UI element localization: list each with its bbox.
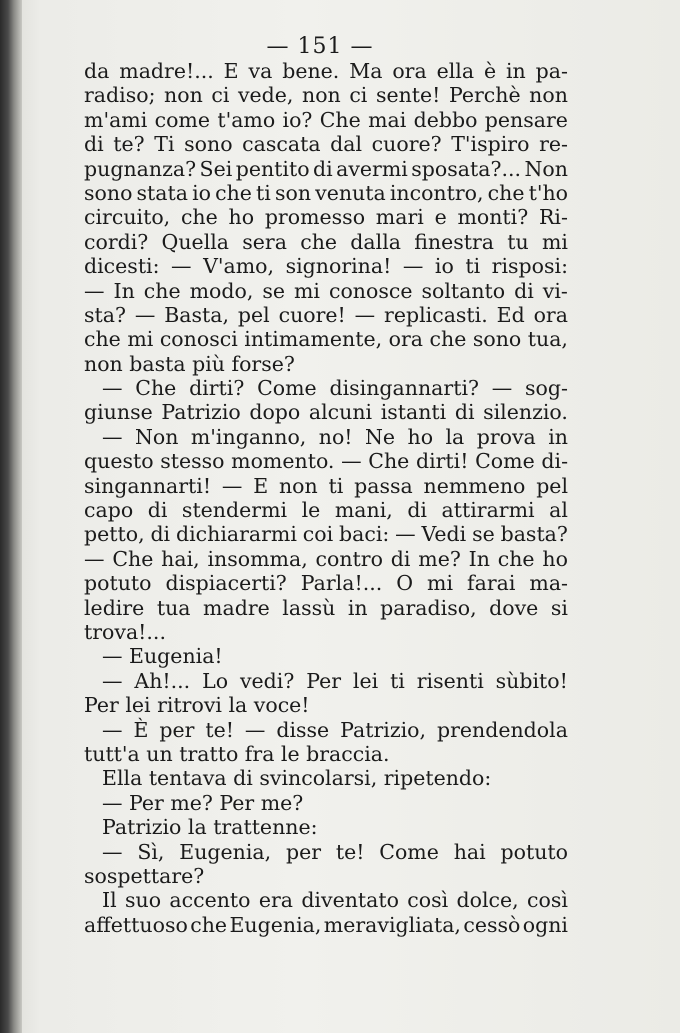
text-line: dicesti: — V'amo, signorina! — io ti risposi: — [84, 254, 568, 279]
text-line: radiso; non ci vede, non ci sente! Perchè non — [84, 83, 568, 108]
text-line: potuto dispiacerti? Parla!... O mi farai ma- — [84, 571, 568, 596]
text-line: circuito, che ho promesso mari e monti? Ri- — [84, 205, 568, 230]
text-line: che mi conosci intimamente, ora che sono tua, — [84, 327, 568, 352]
text-line: — Ah!... Lo vedi? Per lei ti risenti sùbito! — [102, 668, 568, 693]
text-line: cordi? Quella sera che dalla finestra tu mi — [84, 229, 568, 254]
text-line: sospettare? — [84, 863, 205, 888]
text-line: trova!... — [84, 619, 166, 644]
text-line: sta? — Basta, pel cuore! — replicasti. Ed ora — [84, 302, 568, 327]
text-line: non basta più forse? — [84, 351, 295, 376]
text-line: — Sì, Eugenia, per te! Come hai potuto — [102, 839, 568, 864]
text-line: singannarti! — E non ti passa nemmeno pel — [84, 473, 568, 498]
body-text — [84, 60, 568, 938]
text-line: Per lei ritrovi la voce! — [84, 693, 310, 718]
text-line: pugnanza? Sei pentito di avermi sposata?... Non — [84, 156, 568, 181]
page-number: — 151 — — [266, 34, 374, 59]
text-line: Il suo accento era diventato così dolce, così — [102, 888, 568, 913]
text-line: — Eugenia! — [102, 644, 223, 669]
text-line: Ella tentava di svincolarsi, ripetendo: — [102, 766, 492, 791]
text-line: petto, di dichiararmi coi baci: — Vedi se basta? — [84, 522, 568, 547]
text-line: ledire tua madre lassù in paradiso, dove si — [84, 595, 568, 620]
text-line: tutt'a un tratto fra le braccia. — [84, 741, 390, 766]
text-line: di te? Ti sono cascata dal cuore? T'ispiro re- — [84, 132, 568, 157]
text-line: — Per me? Per me? — [102, 790, 304, 815]
text-line: — Che hai, insomma, contro di me? In che ho — [84, 546, 568, 571]
text-line: giunse Patrizio dopo alcuni istanti di silenzio. — [84, 400, 568, 425]
text-line: — Non m'inganno, no! Ne ho la prova in — [102, 424, 568, 449]
binding-edge — [0, 0, 22, 1033]
text-line: m'ami come t'amo io? Che mai debbo pensare — [84, 107, 568, 132]
text-line: da madre!... E va bene. Ma ora ella è in pa- — [84, 59, 568, 83]
text-line: Patrizio la trattenne: — [102, 815, 318, 840]
text-line: — È per te! — disse Patrizio, prendendola — [102, 717, 568, 742]
text-line: — Che dirti? Come disingannarti? — sog- — [102, 376, 568, 401]
text-line: sono stata io che ti son venuta incontro, che t'ho — [84, 180, 568, 205]
text-line: questo stesso momento. — Che dirti! Come di- — [84, 449, 568, 474]
text-line: capo di stendermi le mani, di attirarmi al — [84, 498, 568, 523]
text-line: — In che modo, se mi conosce soltanto di vi- — [84, 278, 568, 303]
text-line: affettuoso che Eugenia, meravigliata, cessò ogni — [84, 912, 568, 937]
